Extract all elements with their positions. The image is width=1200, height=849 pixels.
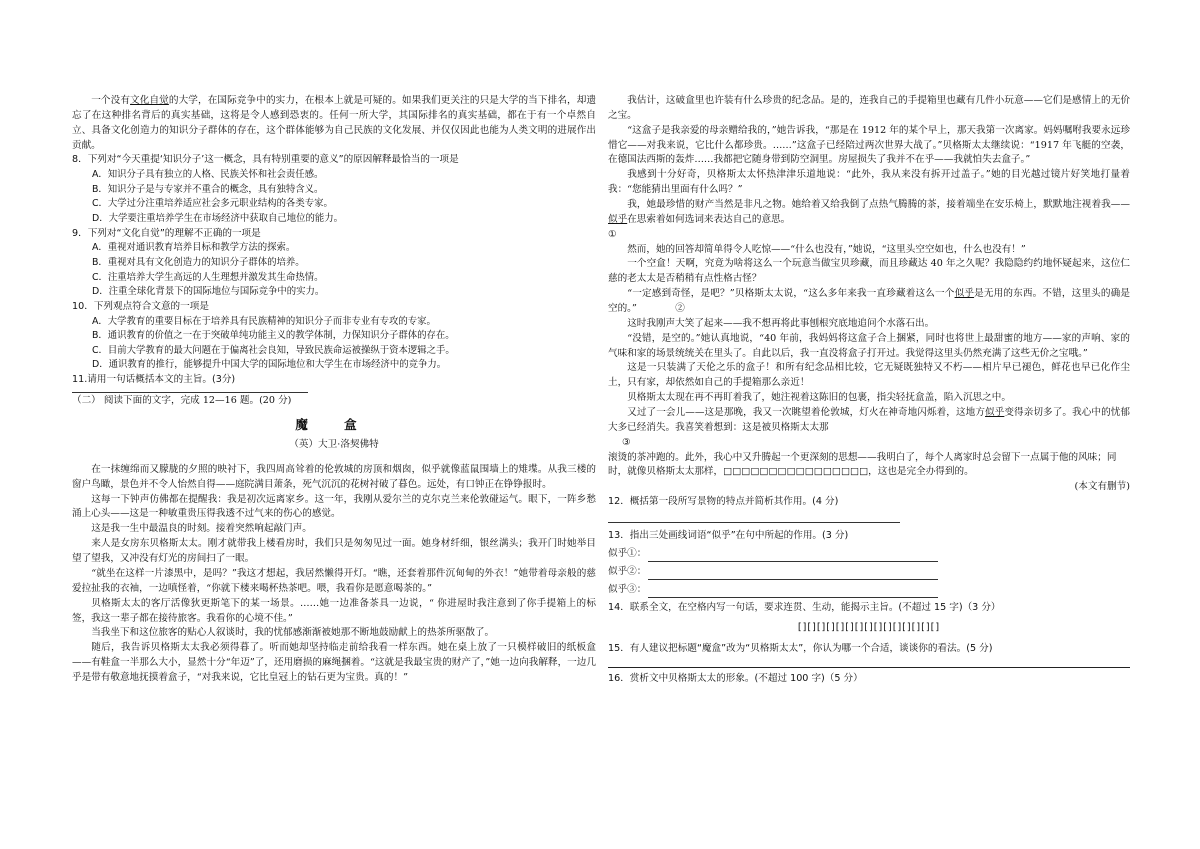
question-14: 14．联系全文，在空格内写一句话，要求连贯、生动，能揭示主旨。(不超过 15 字)（3 分） — [608, 601, 1001, 613]
section-heading: （二） 阅读下面的文字，完成 12—16 题。(20 分) — [72, 394, 292, 406]
article-paragraph: 贝格斯太太的客厅活像狄更斯笔下的某一场景。……她一边准备茶具一边说，“ 你进屋时我注意到了你手提箱上的标签，我这一辈子都在接待旅客。我看你的心境不佳。” — [72, 597, 596, 624]
article-paragraph: “没错，是空的。”她认真地说，“40 年前，我妈妈将这盒子合上捆紧，同时也将世上最甜蜜的地方——家的声响、家的气味和家的场景统统关在里头了。自此以后，我一直没将盒子打开过。我觉得这里头仍然充满了这些无价之宝哦。” — [608, 332, 1130, 359]
marker-2: ② — [675, 303, 685, 315]
article-paragraph: “这盒子是我亲爱的母亲赠给我的，”她告诉我，“那是在 1912 年的某个早上，那天我第一次离家。妈妈嘱咐我要永远珍惜它——对我来说，它比什么都珍贵。……”这盒子已经陪过两次世界大战了。”贝格斯太太继续说：“1917 年飞艇的空袭，在德国法西斯的轰炸……我都把它随身带到防空洞里。房屋损失了我并不在乎——我就怕失去盒子。” — [608, 124, 1130, 166]
question-stem: 10．下列观点符合文意的一项是 — [72, 300, 209, 312]
underlined-phrase: 文化自觉 — [130, 95, 169, 106]
answer-row-3: 似乎③： — [608, 583, 1130, 598]
answer-row-2: 似乎②： — [608, 565, 1130, 580]
article-paragraph: 我，她最珍惜的财产当然是非凡之物。她给着又给我倒了点热气腾腾的茶，接着端坐在安乐椅上，默默地注视着我——似乎在思索着如何选词来表达自己的意思。 — [608, 199, 1130, 225]
article-title: 魔 盒 — [295, 416, 373, 432]
marker-1: ① — [608, 228, 617, 240]
question-8 — [72, 153, 596, 226]
option-a: A．重视对通识教育培养目标和教学方法的探索。 — [92, 242, 296, 254]
option-a: A．知识分子具有独立的人格、民族关怀和社会责任感。 — [92, 169, 324, 181]
article-paragraph: 这是一只装满了天伦之乐的盒子！和所有纪念品相比较，它无疑既独特又不朽——相片早已褪色，鲜花也早已化作尘土，只有家，却依然如自己的手提箱那么亲近！ — [608, 362, 1130, 389]
option-c: C．大学过分注重培养适应社会多元职业结构的各类专家。 — [92, 198, 333, 210]
question-16: 16．赏析文中贝格斯太太的形象。(不超过 100 字)（5 分） — [608, 673, 863, 685]
right-column — [608, 94, 1130, 687]
article-paragraph: 我感到十分好奇，贝格斯太太怀热津津乐道地说：“此外，我从来没有拆开过盖子。”她的目光越过镜片好笑地打量着我：“您能猜出里面有什么吗？” — [608, 169, 1130, 196]
left-column — [72, 94, 596, 686]
article-paragraph: 在一抹缠绵而又朦胧的夕照的映衬下，我四周高耸着的伦敦城的房顶和烟囱，似乎就像蓝鼠围墙上的雉堞。从我三楼的窗户鸟瞰，景色并不令人怡然自得——庭院满目萧条，死气沉沉的花树衬破了暮色。远处，有口钟正在铮铮报时。 — [72, 463, 596, 490]
answer-line[interactable] — [648, 587, 938, 598]
article-paragraph: 然而，她的回答却简单得令人吃惊——“什么也没有，”她说，“这里头空空如也，什么也没有！” — [627, 243, 1026, 255]
underlined-word-2: 似乎 — [954, 288, 975, 300]
article-author: （英）大卫·洛契佛特 — [289, 439, 379, 451]
option-b: B．通识教育的价值之一在于突破单纯功能主义的教学体制，力保知识分子群体的存在。 — [92, 330, 455, 342]
answer-row-1: 似乎①： — [608, 547, 1130, 562]
article-paragraph: 这时我刚声大笑了起来——我不想再将此事刨根究底地追问个水落石出。 — [627, 317, 935, 329]
article-paragraph: 随后，我告诉贝格斯太太我必须得暮了。听而她却坚持临走前给我看一样东西。她在桌上放了一只模样破旧的纸板盒——有鞋盒一半那么大小，显然十分“年迈”了，还用磨损的麻绳捆着。“这就是我最宝贵的财产了，”她一边向我解释，一边几乎是带有敬意地抚摸着盒子，“对我来说，它比皇冠上的钻石更为宝贵。真的！” — [72, 642, 596, 683]
answer-rule — [72, 392, 308, 393]
article-paragraph: “一定感到奇怪，是吧？”贝格斯太太说，“这么多年来我一直珍藏着这么一个似乎是无用的东西。不错，这里头的确是空的。” ② — [608, 288, 1131, 315]
article-paragraph: 又过了一会儿——这是那晚，我又一次眺望着伦敦城，灯火在神奇地闪烁着，这地方似乎变得亲切多了。我心中的忧郁大多已经消失。我喜笑着想到：这是被贝格斯太太那 — [608, 407, 1131, 433]
intro-paragraph: 一个没有文化自觉的大学，在国际竞争中的实力，在根本上就是可疑的。如果我们更关注的只是大学的当下排名，却遗忘了在这种排名背后的真实基础，这将是令人感到恐衷的。任何一所大学，其国际排名的真实基础，都在于有一个卓然自立、具备文化创造力的知识分子群体的存在，这个群体能够为自己民族的文化发展、并仅仅因此也能为人类文明的进展作出贡献。 — [72, 95, 597, 151]
question-9 — [72, 227, 596, 300]
option-b: B．知识分子是与专家并不重合的概念，具有独特含义。 — [92, 183, 324, 195]
question-15: 15．有人建议把标题“魔盒”改为“贝格斯太太”，你认为哪一个合适，谈谈你的看法。(5 分) — [608, 643, 993, 655]
option-c: C．注重培养大学生高远的人生理想并激发其生命热情。 — [92, 271, 324, 283]
option-c: C．目前大学教育的最大问题在于偏离社会良知，导致民族命运被操纵于资本逻辑之手。 — [92, 344, 455, 356]
abridged-note: (本文有删节) — [1074, 481, 1130, 493]
article-paragraph: “就坐在这样一片漆黑中，是吗？”我这才想起，我居然懒得开灯。“瞧，还套着那件沉甸甸的外衣！”她带着母亲般的慈爱拉扯我的衣袖，一边嗔怪着，“你就下楼来喝杯热茶吧。喂，我看你是愿意喝茶的。” — [72, 567, 596, 594]
article-paragraph: 我估计，这破盒里也许装有什么珍贵的纪念品。是的，连我自己的手提箱里也藏有几件小玩意——它们是感情上的无价之宝。 — [608, 95, 1130, 121]
underlined-word-1: 似乎 — [608, 213, 628, 225]
article-paragraph: 贝格斯太太现在再不再盯着我了，她注视着这陈旧的包裹，指尖轻抚盒盖，陷入沉思之中。 — [627, 392, 1011, 404]
answer-line[interactable] — [608, 514, 900, 523]
answer-line[interactable] — [648, 569, 938, 580]
marker-3: ③ — [622, 436, 631, 448]
article-paragraph: 当我坐下和这位旅客的贴心人叙谈时，我的忧郁感渐渐被她那不断地鼓励献上的热茶所驱散了。 — [91, 627, 495, 639]
article-paragraph: 这是我一生中最温良的时刻。接着突然响起敲门声。 — [91, 523, 312, 535]
question-13: 13．指出三处画线词语“似乎”在句中所起的作用。(3 分) — [608, 530, 849, 542]
question-stem: 8．下列对“今天重提‘知识分子’这一概念，具有特别重要的意义”的原因解释最恰当的一项是 — [72, 154, 459, 166]
answer-line[interactable] — [648, 551, 938, 562]
article-paragraph: 滚烫的茶冲跑的。此外，我心中又升腾起一个更深刻的思想——我明白了，每个人离家时总会留下一点属于他的风味；同时，就像贝格斯太太那样，□□□□□□□□□□□□□□□□，这也是完全办得到的。 — [608, 451, 1117, 478]
answer-boxes[interactable]: [][][][][][][][][][][][][][][] — [797, 622, 941, 634]
article-paragraph: 一个空盒！天啊，究竟为啥将这么一个玩意当做宝贝珍藏，而且珍藏达 40 年之久呢？我隐隐约约地怀疑起来，这位仁慈的老太太是否稍稍有点性格古怪？ — [608, 258, 1130, 285]
underlined-word-3: 似乎 — [985, 407, 1005, 419]
article-paragraph: 来人是女房东贝格斯太太。刚才就带我上楼看房时，我们只是匆匆见过一面。她身材纤细，银丝满头；我开门时她举目望了望我，又冲没有灯光的房间扫了一眼。 — [72, 538, 596, 565]
option-a: A．大学教育的重要目标在于培养具有民族精神的知识分子而非专业有专攻的专家。 — [92, 315, 436, 327]
option-b: B．重视对具有文化创造力的知识分子群体的培养。 — [92, 257, 305, 269]
article-paragraph: 这每一下钟声仿佛都在提醒我：我是初次远离家乡。这一年，我刚从爱尔兰的克尔克兰来伦敦碰运气。眼下，一阵乡愁涌上心头——这是一种敏重贵压得我透不过气来的伤心的感觉。 — [72, 493, 596, 520]
divider — [608, 667, 1130, 668]
question-12: 12．概括第一段所写景物的特点并简析其作用。(4 分) — [608, 496, 839, 508]
option-d: D．大学要注重培养学生在市场经济中获取自己地位的能力。 — [92, 213, 343, 225]
option-d: D．通识教育的推行，能够提升中国大学的国际地位和大学生在市场经济中的竞争力。 — [92, 359, 447, 371]
option-d: D．注重全球化背景下的国际地位与国际竞争中的实力。 — [92, 286, 325, 298]
question-10 — [72, 300, 596, 373]
question-11: 11.请用一句话概括本文的主旨。(3分) — [72, 373, 236, 385]
question-stem: 9．下列对“文化自觉”的理解不正确的一项是 — [72, 227, 261, 239]
